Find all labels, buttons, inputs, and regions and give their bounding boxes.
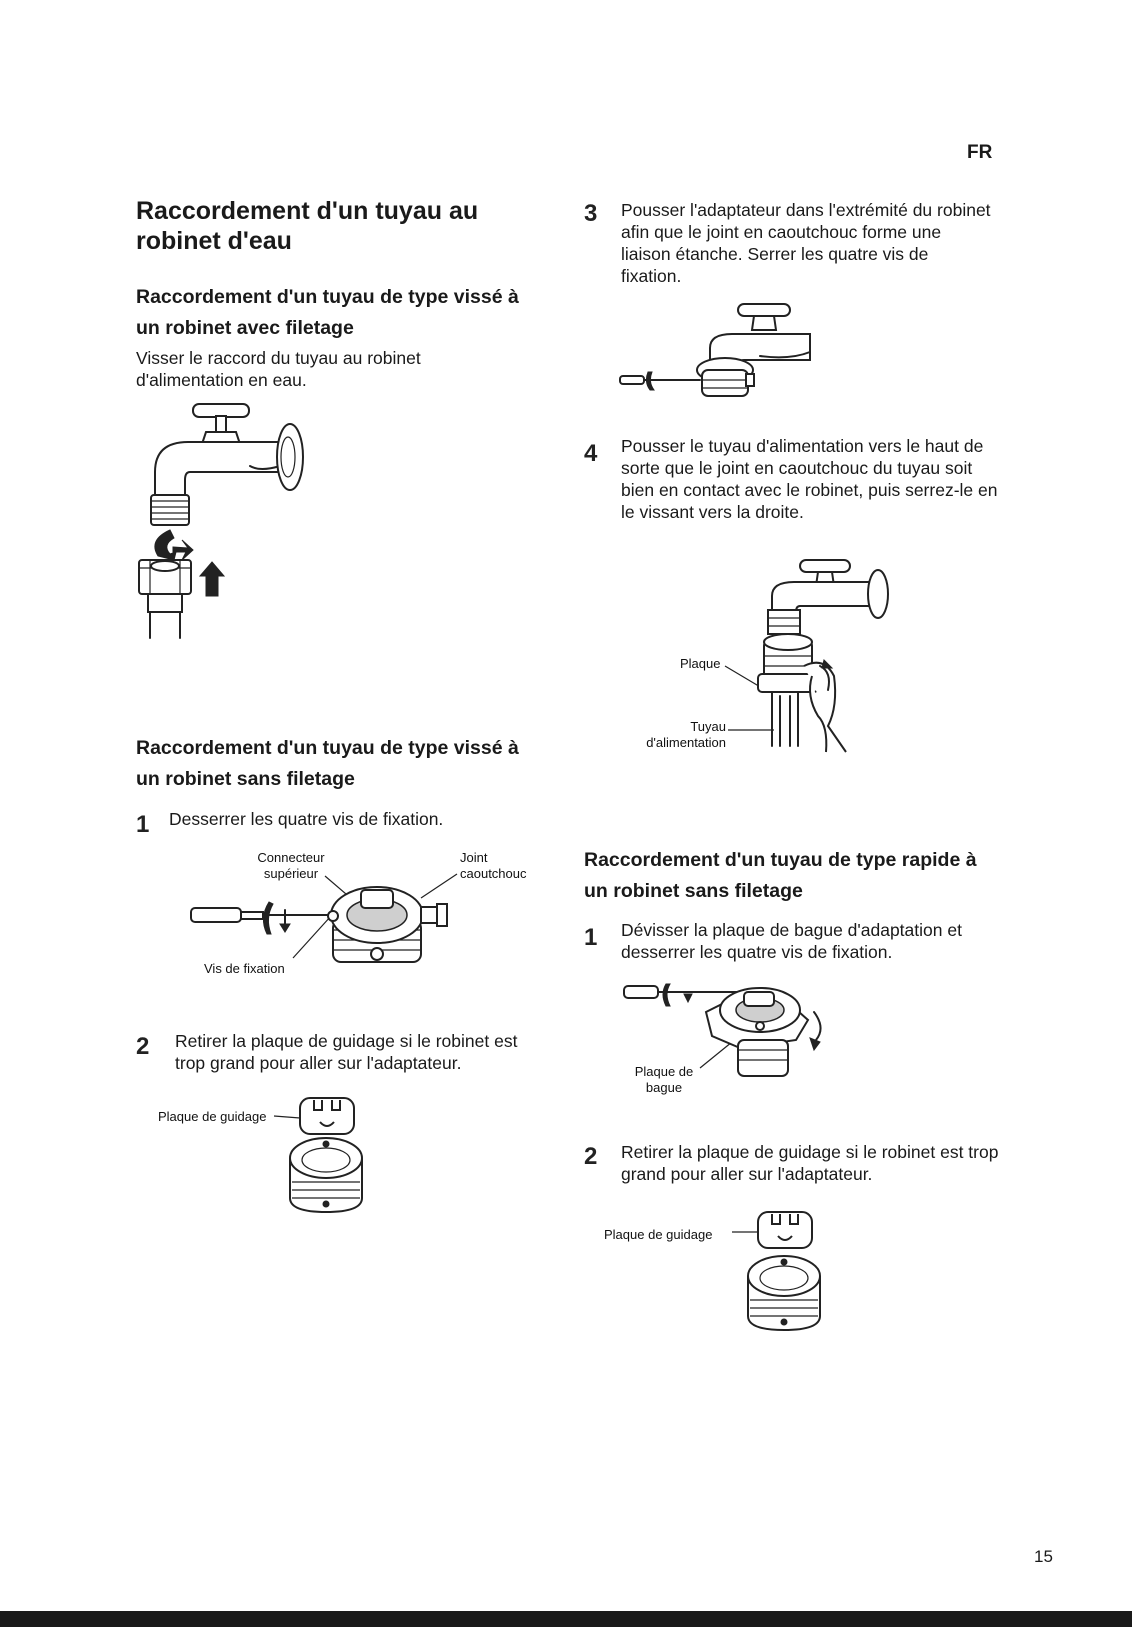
label-connector: Connecteur supérieur bbox=[257, 850, 325, 881]
section-heading-screw-unthreaded: Raccordement d'un tuyau de type vissé à un robinet sans filetage bbox=[136, 737, 519, 790]
adapter-on-tap-illustration bbox=[620, 300, 820, 408]
label-ring-plate: Plaque de bague bbox=[634, 1064, 694, 1095]
label-plaque: Plaque bbox=[680, 656, 721, 671]
quick-adapter-screwdriver-illustration bbox=[620, 980, 840, 1090]
label-guide-plate: Plaque de guidage bbox=[158, 1109, 267, 1124]
section-text-threaded: Visser le raccord du tuyau au robinet d'alimentation en eau. bbox=[136, 348, 421, 390]
step-text: Retirer la plaque de guidage si le robinet est trop grand pour aller sur l'adaptateur. bbox=[621, 1142, 999, 1184]
step-text: Pousser l'adaptateur dans l'extrémité du robinet afin que le joint en caoutchouc forme une liaison étanche. Serrer les quatre vis de fixation. bbox=[621, 200, 991, 286]
language-code: FR bbox=[967, 142, 993, 163]
page-title: Raccordement d'un tuyau au robinet d'eau bbox=[136, 197, 479, 255]
step-number: 1 bbox=[584, 924, 598, 951]
guide-plate-adapter-illustration bbox=[270, 1088, 380, 1233]
label-supply-hose: Tuyau d'alimentation bbox=[646, 719, 726, 750]
step-number: 1 bbox=[136, 811, 150, 838]
step-number: 2 bbox=[584, 1143, 598, 1170]
step-text: Desserrer les quatre vis de fixation. bbox=[169, 809, 444, 829]
adapter-screwdriver-illustration bbox=[185, 860, 485, 980]
hose-to-tap-illustration bbox=[720, 556, 900, 756]
section-heading-quick: Raccordement d'un tuyau de type rapide à un robinet sans filetage bbox=[584, 849, 977, 902]
step-number: 2 bbox=[136, 1033, 150, 1060]
guide-plate-adapter-illustration bbox=[728, 1200, 838, 1345]
label-guide-plate: Plaque de guidage bbox=[604, 1227, 713, 1242]
page-number: 15 bbox=[1034, 1547, 1053, 1566]
bottom-bar bbox=[0, 1611, 1132, 1627]
section-heading-threaded: Raccordement d'un tuyau de type vissé à un robinet avec filetage bbox=[136, 286, 519, 339]
step-number: 4 bbox=[584, 440, 598, 467]
step-number: 3 bbox=[584, 200, 598, 227]
step-text: Pousser le tuyau d'alimentation vers le haut de sorte que le joint en caoutchouc du tuyau soit bien en contact avec le robinet, puis serrez-le en le vissant vers la droite. bbox=[621, 436, 998, 522]
step-text: Retirer la plaque de guidage si le robinet est trop grand pour aller sur l'adaptateur. bbox=[175, 1031, 518, 1073]
faucet-threaded-illustration bbox=[130, 400, 330, 670]
label-fixing-screw: Vis de fixation bbox=[204, 961, 285, 976]
step-text: Dévisser la plaque de bague d'adaptation et desserrer les quatre vis de fixation. bbox=[621, 920, 962, 962]
label-rubber-joint: Joint caoutchouc bbox=[460, 850, 527, 881]
